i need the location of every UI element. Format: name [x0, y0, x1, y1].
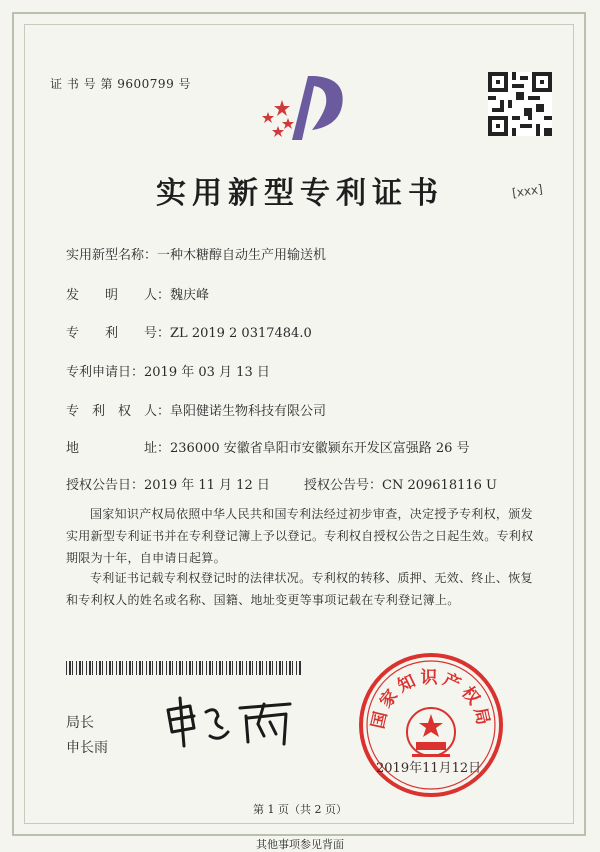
footer-note: 其他事项参见背面: [256, 838, 344, 851]
certificate-number: 证 书 号 第 9600799 号: [50, 77, 192, 91]
cnipa-logo-icon: [252, 70, 352, 150]
field-patentee: [66, 400, 326, 419]
field-inventor: [66, 284, 209, 303]
field-model-name: [66, 244, 326, 263]
seal-text: 国家知识产权局: [368, 668, 494, 731]
inventor-value: 魏庆峰: [170, 288, 210, 303]
patentee-label: 专 利 权 人：: [66, 404, 171, 419]
filing-date-value: 2019 年 03 月 13 日: [144, 365, 270, 380]
body-paragraph-2: 专利证书记载专利权登记时的法律状况。专利权的转移、质押、无效、终止、恢复和专利权人的姓名或名称、国籍、地址变更等事项记载在专利登记簿上。: [66, 571, 533, 607]
grant-date-label: 授权公告日：: [66, 478, 145, 493]
signature-role: 局长: [66, 715, 94, 731]
patent-number-label: 专 利 号：: [66, 326, 171, 341]
model-name-value: 一种木糖醇自动生产用输送机: [157, 248, 327, 263]
filing-date-label: 专利申请日：: [66, 365, 145, 380]
patentee-value: 阜阳健诺生物科技有限公司: [170, 404, 327, 419]
field-grant-number: [304, 474, 497, 493]
page-number: 第 1 页（共 2 页）: [253, 803, 347, 816]
qr-code-icon: [488, 72, 552, 136]
handwritten-signature: [160, 694, 310, 750]
grant-date-value: 2019 年 11 月 12 日: [144, 478, 270, 493]
certificate-title: 实用新型专利证书: [156, 176, 444, 211]
stamp-date: 2019年11月12日: [376, 761, 482, 776]
grant-number-label: 授权公告号：: [304, 478, 383, 493]
field-filing-date: [66, 361, 270, 380]
patent-number-value: ZL 2019 2 0317484.0: [170, 326, 312, 341]
margin-handwritten-note: [xxx]: [511, 181, 544, 201]
field-grant-date: [66, 474, 270, 493]
official-seal-icon: [356, 650, 506, 800]
address-label: 地 址：: [66, 441, 171, 456]
grant-number-value: CN 209618116 U: [382, 478, 497, 493]
field-address: [66, 437, 470, 456]
field-patent-number: [66, 322, 312, 341]
model-name-label: 实用新型名称：: [66, 248, 158, 263]
address-value: 236000 安徽省阜阳市安徽颍东开发区富强路 26 号: [170, 441, 470, 456]
barcode: [66, 661, 302, 675]
body-paragraph-1: 国家知识产权局依照中华人民共和国专利法经过初步审查，决定授予专利权，颁发实用新型专利证书并在专利登记簿上予以登记。专利权自授权公告之日起生效。专利权期限为十年，自申请日起算。: [66, 507, 534, 565]
inventor-label: 发 明 人：: [66, 288, 171, 303]
signature-name: 申长雨: [66, 740, 108, 756]
